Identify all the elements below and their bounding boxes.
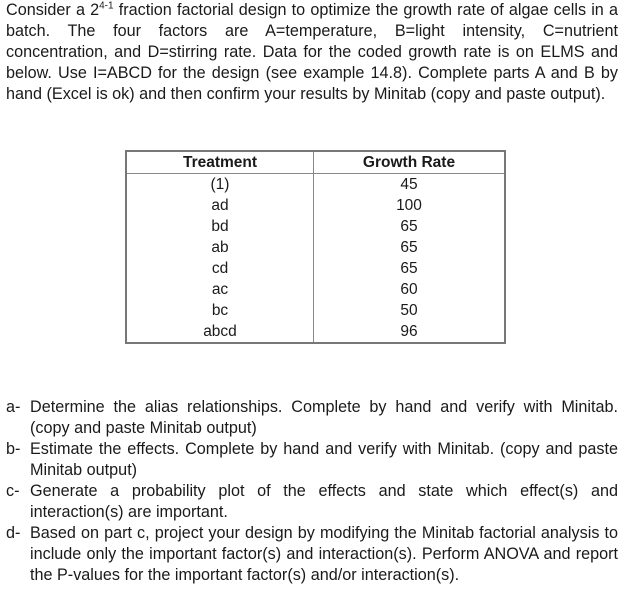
part-text: Based on part c, project your design by modifying the Minitab factorial analysis to include only the important factor(s) and interaction(s). Perform ANOVA and report the P-values for the important factor(s) and/or interaction(s).: [30, 524, 618, 584]
part-text: Determine the alias relationships. Complete by hand and verify with Minitab. (copy and paste Minitab output): [30, 398, 618, 437]
treatment-cell: bd: [126, 216, 314, 237]
problem-intro: [6, 0, 618, 105]
growth-rate-cell: 60: [400, 280, 418, 298]
intro-text-post: fraction factorial design to optimize the growth rate of algae cells in a batch. The four factors are A=temperature, B=light intensity, C=nutrient concentration, and D=stirring rate. Data for the coded growth rate is on ELMS and below. Use I=ABCD for the design (see example 14.8). Complete parts A and B by hand (Excel is ok) and then confirm your results by Minitab (copy and paste output).: [6, 1, 618, 103]
growth-rate-cell: 96: [400, 322, 418, 340]
table-row: [126, 300, 505, 321]
table-row: [126, 258, 505, 279]
part-label: b-: [6, 440, 21, 458]
header-treatment: Treatment: [126, 151, 314, 174]
table-row: [126, 195, 505, 216]
table-row: [126, 216, 505, 237]
table-row: [126, 174, 505, 196]
header-growth-rate: Growth Rate: [314, 151, 506, 174]
growth-rate-cell: 50: [400, 301, 418, 319]
growth-rate-table: [125, 150, 506, 344]
growth-rate-cell: 100: [396, 196, 422, 214]
table-row: [126, 237, 505, 258]
list-item: [6, 523, 618, 586]
list-item: [6, 481, 618, 523]
table-header-row: [126, 151, 505, 174]
table-row: [126, 279, 505, 300]
part-label: c-: [6, 482, 20, 500]
part-label: d-: [6, 524, 21, 542]
treatment-cell: ac: [126, 279, 314, 300]
question-parts: [6, 397, 618, 586]
growth-rate-cell: 45: [400, 175, 418, 193]
treatment-cell: ab: [126, 237, 314, 258]
treatment-cell: ad: [126, 195, 314, 216]
list-item: [6, 439, 618, 481]
intro-exponent: 4-1: [99, 0, 114, 12]
treatment-cell: (1): [126, 174, 314, 196]
part-text: Generate a probability plot of the effects and state which effect(s) and interaction(s) are important.: [30, 482, 618, 521]
table-row: [126, 321, 505, 343]
part-text: Estimate the effects. Complete by hand and verify with Minitab. (copy and paste Minitab output): [30, 440, 618, 479]
growth-rate-cell: 65: [400, 217, 418, 235]
intro-text-pre: Consider a 2: [6, 1, 100, 19]
list-item: [6, 397, 618, 439]
part-label: a-: [6, 398, 21, 416]
treatment-cell: abcd: [126, 321, 314, 343]
treatment-cell: cd: [126, 258, 314, 279]
treatment-cell: bc: [126, 300, 314, 321]
growth-rate-cell: 65: [400, 259, 418, 277]
growth-rate-cell: 65: [400, 238, 418, 256]
